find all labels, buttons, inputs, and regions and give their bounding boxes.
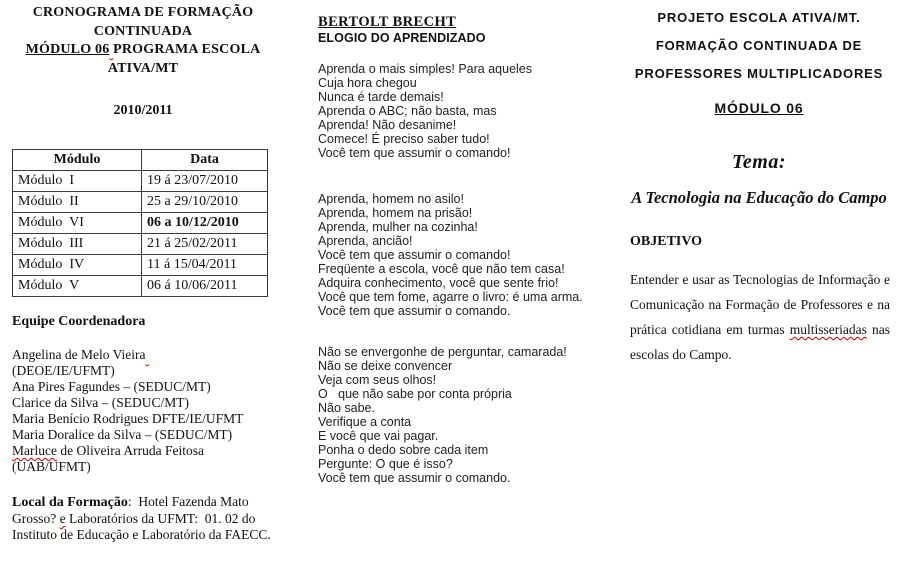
left-title-rest: PROGRAMA ESCOLA ATIVA/MT bbox=[107, 42, 261, 76]
poem-line: Você tem que assumir o comando. bbox=[318, 304, 511, 318]
poem-title: ELOGIO DO APRENDIZADO bbox=[318, 31, 486, 45]
table-header-row bbox=[13, 150, 268, 171]
cell-modulo: Módulo III bbox=[13, 234, 142, 255]
cell-data: 25 a 29/10/2010 bbox=[142, 192, 268, 213]
project-title-line2: FORMAÇÃO CONTINUADA DE bbox=[655, 38, 863, 53]
column-header-modulo: Módulo bbox=[13, 150, 142, 171]
cell-data: 06 á 10/06/2011 bbox=[142, 276, 268, 297]
tema-text: A Tecnologia na Educação do Campo bbox=[631, 188, 887, 207]
poem-line: Você tem que assumir o comando! bbox=[318, 248, 511, 262]
table-row bbox=[13, 255, 268, 276]
cell-modulo: Módulo VI bbox=[13, 213, 142, 234]
objetivo-paragraph: Entender e usar as Tecnologias de Informação e Comunicação na Formação de Professores e na prática cotidiana em turmas multisseriadas nas escolas do Campo. bbox=[630, 272, 890, 362]
team-member: Angelina de Melo Vieira bbox=[12, 347, 274, 363]
team-member: Maria Doralice da Silva – (SEDUC/MT) bbox=[12, 427, 233, 442]
column-header-data: Data bbox=[142, 150, 268, 171]
modulo-heading: MÓDULO 06 bbox=[714, 100, 804, 116]
poem-line: Pergunte: O que é isso? bbox=[318, 457, 453, 471]
team-member: Marluce de Oliveira Arruda Feitosa bbox=[12, 443, 204, 458]
tema-label: Tema: bbox=[732, 151, 786, 173]
poem-stanza-1 bbox=[318, 62, 596, 160]
middle-column bbox=[318, 14, 596, 485]
left-title-modulo: MÓDULO 06 bbox=[25, 42, 110, 57]
project-title-line3: PROFESSORES MULTIPLICADORES bbox=[634, 66, 884, 81]
left-title bbox=[12, 4, 274, 78]
poem-line: E você que vai pagar. bbox=[318, 429, 439, 443]
poem-line: Não se deixe convencer bbox=[318, 359, 453, 373]
poem-line: Você tem que assumir o comando! bbox=[318, 146, 511, 160]
table-row bbox=[13, 234, 268, 255]
poem-line: Nunca é tarde demais! bbox=[318, 90, 444, 104]
poem-stanza-3 bbox=[318, 345, 596, 485]
poem-line: Aprenda, mulher na cozinha! bbox=[318, 220, 478, 234]
cell-data: 21 á 25/02/2011 bbox=[142, 234, 268, 255]
team-member: Clarice da Silva – (SEDUC/MT) bbox=[12, 395, 189, 410]
poem-line: Freqüente a escola, você que não tem casa! bbox=[318, 262, 565, 276]
table-row bbox=[13, 276, 268, 297]
cell-data: 19 á 23/07/2010 bbox=[142, 171, 268, 192]
cell-modulo: Módulo IV bbox=[13, 255, 142, 276]
poem-line: Veja com seus olhos! bbox=[318, 373, 437, 387]
poem-line: Você que tem fome, agarre o livro: é uma arma. bbox=[318, 290, 583, 304]
cell-data-highlighted: 06 a 10/12/2010 bbox=[142, 213, 268, 234]
poem-line: Ponha o dedo sobre cada item bbox=[318, 443, 489, 457]
left-title-line1: CRONOGRAMA DE FORMAÇÃO CONTINUADA bbox=[32, 5, 254, 39]
poem-line: Não se envergonhe de perguntar, camarada! bbox=[318, 345, 567, 359]
poem-line: Aprenda o ABC; não basta, mas bbox=[318, 104, 497, 118]
spellcheck-mark bbox=[146, 347, 149, 362]
year-label: 2010/2011 bbox=[113, 103, 173, 118]
poem-line: Aprenda, homem no asilo! bbox=[318, 192, 464, 206]
left-column bbox=[12, 4, 274, 543]
cell-modulo: Módulo II bbox=[13, 192, 142, 213]
project-title bbox=[628, 4, 890, 88]
team-member: Maria Benício Rodrigues DFTE/IE/UFMT bbox=[12, 411, 244, 426]
schedule-table bbox=[12, 149, 268, 297]
poem-line: Adquira conhecimento, você que sente frio! bbox=[318, 276, 559, 290]
poem-line: Aprenda, ancião! bbox=[318, 234, 413, 248]
team-heading: Equipe Coordenadora bbox=[12, 314, 146, 329]
location-paragraph: Local da Formação: Hotel Fazenda Mato Grosso? e Laboratórios da UFMT: 01. 02 do Instituto de Educação e Laboratório da FAECC. bbox=[12, 494, 271, 542]
table-row bbox=[13, 192, 268, 213]
poem-author: BERTOLT BRECHT bbox=[318, 14, 457, 30]
misspelled-word: Marluce bbox=[12, 443, 57, 458]
misspelled-word: e bbox=[59, 511, 66, 526]
right-column bbox=[628, 4, 890, 367]
cell-data: 11 á 15/04/2011 bbox=[142, 255, 268, 276]
poem-line: Verifique a conta bbox=[318, 415, 412, 429]
poem-line: O que não sabe por conta própria bbox=[318, 387, 512, 401]
team-list bbox=[12, 347, 274, 475]
location-label: Local da Formação bbox=[12, 495, 128, 510]
cell-modulo: Módulo I bbox=[13, 171, 142, 192]
team-member: Ana Pires Fagundes – (SEDUC/MT) bbox=[12, 379, 211, 394]
misspelled-word: multisseriadas bbox=[789, 322, 867, 337]
team-member-org: (DEOE/IE/UFMT) bbox=[12, 363, 115, 378]
poem-line: Aprenda o mais simples! Para aqueles bbox=[318, 62, 533, 76]
objetivo-heading: OBJETIVO bbox=[630, 234, 703, 249]
team-member-org: (UAB/UFMT) bbox=[12, 459, 91, 474]
poem-line: Cuja hora chegou bbox=[318, 76, 417, 90]
cell-modulo: Módulo V bbox=[13, 276, 142, 297]
poem-line: Aprenda, homem na prisão! bbox=[318, 206, 473, 220]
poem-line: Aprenda! Não desanime! bbox=[318, 118, 457, 132]
poem-stanza-2 bbox=[318, 192, 596, 318]
table-row bbox=[13, 171, 268, 192]
poem-line: Comece! É preciso saber tudo! bbox=[318, 132, 490, 146]
poem-line: Você tem que assumir o comando. bbox=[318, 471, 511, 485]
project-title-line1: PROJETO ESCOLA ATIVA/MT. bbox=[657, 10, 861, 25]
table-row bbox=[13, 213, 268, 234]
poem-line: Não sabe. bbox=[318, 401, 375, 415]
